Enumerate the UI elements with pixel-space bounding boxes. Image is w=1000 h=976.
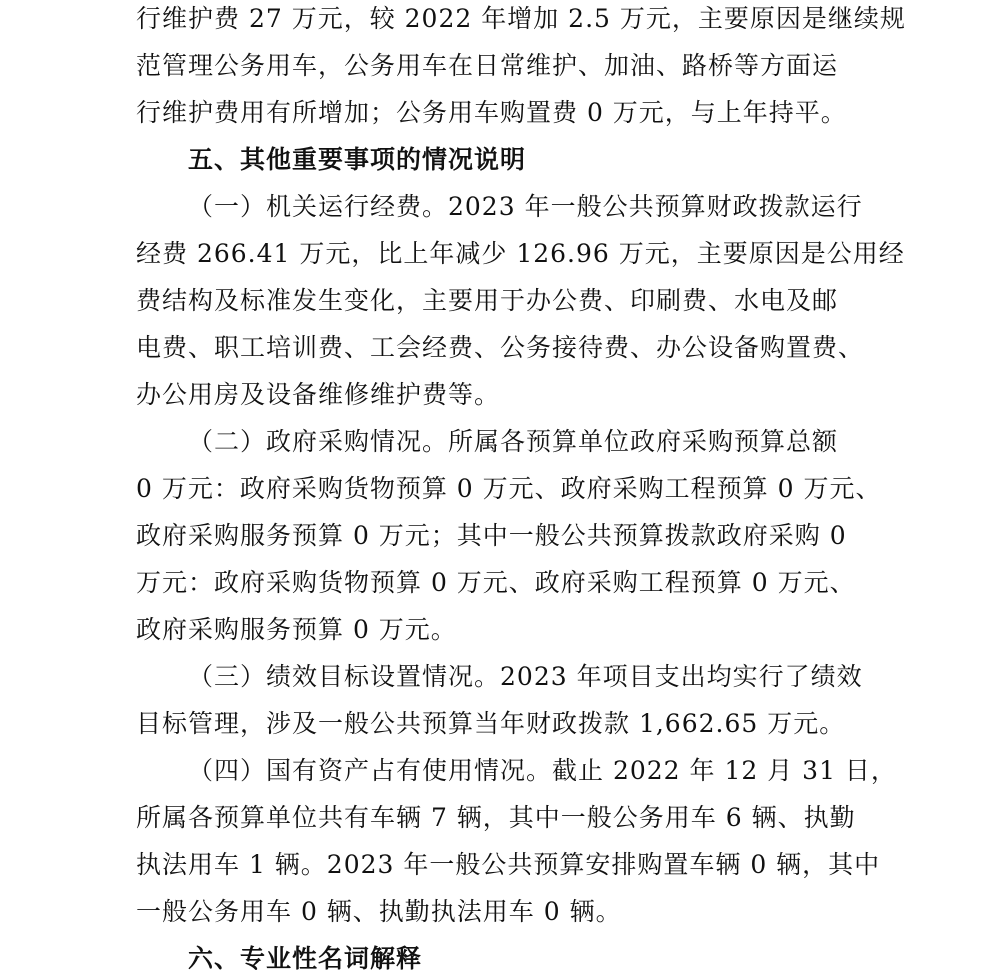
paragraph-line: 执法用车 1 辆。2023 年一般公共预算安排购置车辆 0 辆，其中 <box>136 850 881 879</box>
paragraph-line: 目标管理，涉及一般公共预算当年财政拨款 1,662.65 万元。 <box>136 709 846 738</box>
section-heading: 五、其他重要事项的情况说明 <box>188 145 527 174</box>
paragraph-line: 费结构及标准发生变化，主要用于办公费、印刷费、水电及邮 <box>136 286 839 315</box>
paragraph-line: 经费 266.41 万元，比上年减少 126.96 万元，主要原因是公用经 <box>136 239 905 268</box>
paragraph-line: 所属各预算单位共有车辆 7 辆，其中一般公务用车 6 辆、执勤 <box>136 803 856 832</box>
paragraph-line: 范管理公务用车，公务用车在日常维护、加油、路桥等方面运 <box>136 51 839 80</box>
paragraph-line: 政府采购服务预算 0 万元。 <box>136 615 457 644</box>
paragraph-line: （四）国有资产占有使用情况。截止 2022 年 12 月 31 日， <box>188 756 897 785</box>
paragraph-line: 电费、职工培训费、工会经费、公务接待费、办公设备购置费、 <box>136 333 865 362</box>
section-heading: 六、专业性名词解释 <box>188 944 423 973</box>
paragraph-line: 万元：政府采购货物预算 0 万元、政府采购工程预算 0 万元、 <box>136 568 856 597</box>
paragraph-line: 行维护费 27 万元，较 2022 年增加 2.5 万元，主要原因是继续规 <box>136 4 906 33</box>
paragraph-line: （三）绩效目标设置情况。2023 年项目支出均实行了绩效 <box>188 662 863 691</box>
paragraph-line: 行维护费用有所增加；公务用车购置费 0 万元，与上年持平。 <box>136 98 847 127</box>
paragraph-line: 0 万元：政府采购货物预算 0 万元、政府采购工程预算 0 万元、 <box>136 474 882 503</box>
paragraph-line: 政府采购服务预算 0 万元；其中一般公共预算拨款政府采购 0 <box>136 521 847 550</box>
paragraph-line: 办公用房及设备维修维护费等。 <box>136 380 501 409</box>
paragraph-line: （一）机关运行经费。2023 年一般公共预算财政拨款运行 <box>188 192 863 221</box>
paragraph-line: （二）政府采购情况。所属各预算单位政府采购预算总额 <box>188 427 839 456</box>
paragraph-line: 一般公务用车 0 辆、执勤执法用车 0 辆。 <box>136 897 622 926</box>
